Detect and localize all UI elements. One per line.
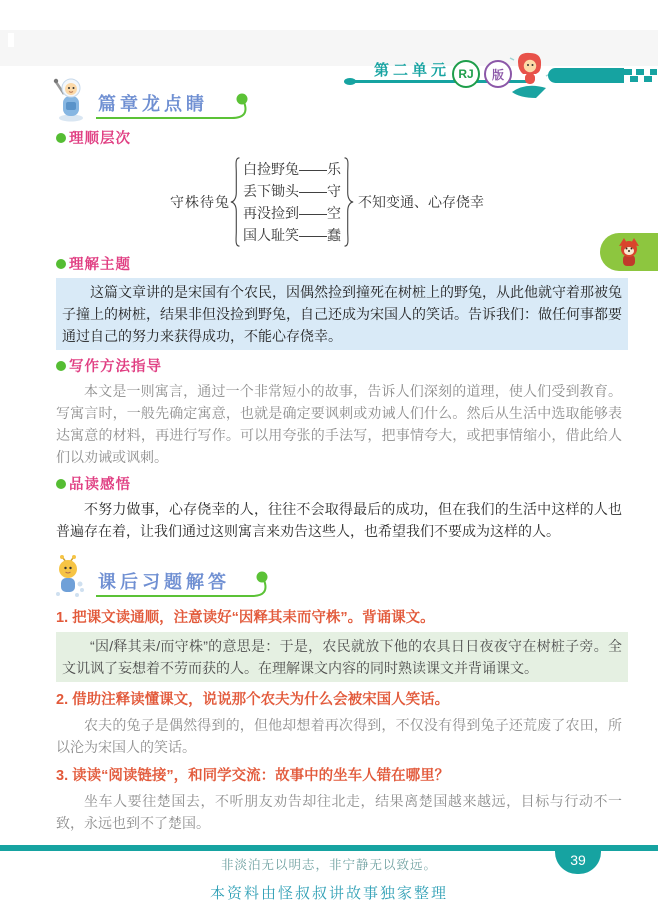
footer-quote: 非淡泊无以明志，非宁静无以致远。 (220, 858, 437, 872)
diagram-conclusion: 不知变通、心存侥幸 (358, 194, 484, 210)
chapter-highlight-badge (50, 74, 658, 122)
exercise-answers-badge (50, 552, 658, 600)
diagram-branch: 白捡野兔——乐 (243, 161, 341, 177)
section-heading: 理顺层次 (69, 131, 131, 147)
green-bullet-icon (56, 259, 66, 269)
edition-rj-badge: RJ (452, 60, 480, 88)
right-brace-icon (343, 156, 354, 248)
unit-label: 第二单元 (374, 62, 451, 79)
reflection-heading-row (56, 473, 658, 494)
diagram-root: 守株待兔 (170, 194, 230, 210)
diagram-branch: 国人耻笑——蠢 (243, 227, 341, 243)
badge-title: 课后习题解答 (98, 572, 230, 592)
reflection-paragraph: 不努力做事，心存侥幸的人，往往不会取得最后的成功，但在我们的生活中这样的人也普遍存在着，让我们通过这则寓言来劝告这些人，也希望我们不要成为这样的人。 (56, 501, 622, 539)
footer-credit: 本资料由怪叔叔讲故事独家整理 (209, 885, 448, 902)
outline-heading-row (56, 127, 658, 148)
scholar-mascot-icon (50, 76, 88, 122)
left-brace-icon (230, 156, 241, 248)
page-header (0, 26, 658, 80)
theme-heading-row (56, 253, 658, 274)
structure-diagram (170, 156, 658, 248)
green-bullet-icon (56, 133, 66, 143)
green-bullet-icon (56, 361, 66, 371)
question-1: 1. 把课文读通顺，注意读好“因释其耒而守株”。背诵课文。 (56, 610, 435, 626)
section-heading: 品读感悟 (69, 477, 131, 493)
edition-ban-badge: 版 (484, 60, 512, 88)
section-heading: 理解主题 (69, 257, 131, 273)
diagram-branches (243, 158, 341, 246)
writing-heading-row (56, 355, 658, 376)
answer-2: 农夫的兔子是偶然得到的，但他却想着再次得到，不仅没有得到兔子还荒废了农田，所以沦为宋国人的笑话。 (56, 717, 622, 755)
question-3: 3. 读读“阅读链接”，和同学交流：故事中的坐车人错在哪里？ (56, 768, 450, 784)
section-heading: 写作方法指导 (69, 359, 162, 375)
page-number-tab: 39 (555, 845, 601, 874)
diagram-branch: 丢下锄头——守 (243, 183, 341, 199)
answer-3: 坐车人要往楚国去，不听朋友劝告却往北走，结果离楚国越来越远，目标与行动不一致，永远也到不了楚国。 (56, 793, 622, 831)
answer-1: “因/释其耒/而守株”的意思是：于是，农民就放下他的农具日日夜夜守在树桩子旁。全文讥讽了妄想着不劳而获的人。在理解课文内容的同时熟读课文并背诵课文。 (56, 632, 628, 682)
question-2: 2. 借助注释读懂课文，说说那个农夫为什么会被宋国人笑话。 (56, 692, 450, 708)
green-bullet-icon (56, 479, 66, 489)
bee-mascot-icon (50, 554, 88, 600)
page-content (0, 74, 658, 834)
badge-title: 篇章龙点睛 (98, 94, 208, 114)
theme-paragraph: 这篇文章讲的是宋国有个农民，因偶然捡到撞死在树桩上的野兔，从此他就守着那被兔子撞上的树桩，结果非但没捡到野兔，自己还成为宋国人的笑话。告诉我们：做任何事都要通过自己的努力来获得成功，不能心存侥幸。 (56, 278, 628, 350)
diagram-branch: 再没捡到——空 (243, 205, 341, 221)
writing-paragraph: 本文是一则寓言，通过一个非常短小的故事，告诉人们深刻的道理，使人们受到教育。写寓言时，一般先确定寓意，也就是确定要讽刺或劝诫人们什么。然后从生活中选取能够表达寓意的材料，再进行写作。可以用夸张的手法写，把事情夸大，或把事情缩小，借此给人们以劝诫或讽刺。 (56, 383, 622, 465)
